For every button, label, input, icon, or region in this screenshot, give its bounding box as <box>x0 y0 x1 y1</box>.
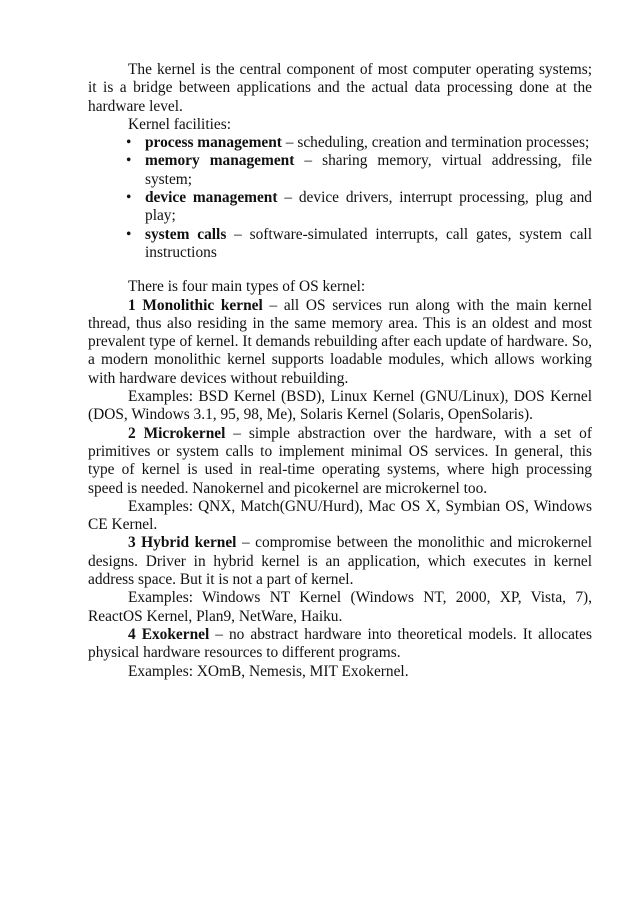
facility-item <box>126 226 592 263</box>
section-spacer <box>88 262 592 278</box>
examples-monolithic: Examples: BSD Kernel (BSD), Linux Kernel (GNU/Linux), DOS Kernel (DOS, Windows 3.1, 95, 98, Me), Solaris Kernel (Solaris, OpenSolaris). <box>88 388 592 424</box>
facility-item <box>126 134 592 152</box>
facility-desc: – scheduling, creation and termination processes; <box>281 134 590 152</box>
type-desc: – simple abstraction over the hardware, with a set of primitives or system calls to implement minimal OS services. In general, this type of kernel is used in real-time operating systems, where high processing speed is needed. Nanokernel and picokernel are microkernel too. <box>88 424 592 497</box>
facilities-list <box>88 134 592 262</box>
facility-desc: – device drivers, interrupt processing, plug and play; <box>145 189 593 225</box>
intro-paragraph: The kernel is the central component of most computer operating systems; it is a bridge between applications and the actual data processing done at the hardware level. <box>88 61 592 115</box>
bullet-icon: • <box>126 225 132 243</box>
bullet-icon: • <box>126 189 132 207</box>
examples-microkernel: Examples: QNX, Match(GNU/Hurd), Mac OS X, Symbian OS, Windows CE Kernel. <box>88 497 592 534</box>
examples-hybrid: Examples: Windows NT Kernel (Windows NT, 2000, XP, Vista, 7), ReactOS Kernel, Plan9, NetWare, Haiku. <box>88 589 592 625</box>
bullet-icon: • <box>126 152 132 170</box>
facility-desc: – sharing memory, virtual addressing, file system; <box>145 152 592 188</box>
document-page <box>88 61 592 681</box>
facility-term: memory management <box>145 152 295 170</box>
kernel-type-exokernel <box>88 626 592 663</box>
type-heading: 1 Monolithic kernel <box>128 296 263 314</box>
facility-term: process management <box>145 134 282 152</box>
type-desc: – all OS services run along with the main kernel thread, thus also residing in the same memory area. This is an oldest and most prevalent type of kernel. It demands rebuilding after each update of hardware. So, a modern monolithic kernel supports loadable modules, which allows working with hardware devices without rebuilding. <box>88 296 592 387</box>
facility-term: system calls <box>145 225 227 243</box>
type-desc: – compromise between the monolithic and microkernel designs. Driver in hybrid kernel is an application, which executes in kernel address space. But it is not a part of kernel. <box>88 534 592 589</box>
kernel-type-microkernel <box>88 425 592 498</box>
facilities-label: Kernel facilities: <box>128 115 231 133</box>
facility-term: device management <box>145 189 278 207</box>
type-heading: 3 Hybrid kernel <box>128 534 237 552</box>
kernel-type-hybrid <box>88 534 592 589</box>
kernel-type-monolithic <box>88 297 592 388</box>
examples-exokernel: Examples: XOmB, Nemesis, MIT Exokernel. <box>128 662 409 680</box>
facility-item <box>126 152 592 189</box>
type-heading: 4 Exokernel <box>128 625 210 643</box>
facility-item <box>126 189 592 226</box>
type-desc: – no abstract hardware into theoretical models. It allocates physical hardware resources to different programs. <box>88 625 592 662</box>
types-intro: There is four main types of OS kernel: <box>128 278 366 296</box>
type-heading: 2 Microkernel <box>128 424 226 442</box>
bullet-icon: • <box>126 134 132 152</box>
facility-desc: – software-simulated interrupts, call gates, system call instructions <box>145 225 592 261</box>
